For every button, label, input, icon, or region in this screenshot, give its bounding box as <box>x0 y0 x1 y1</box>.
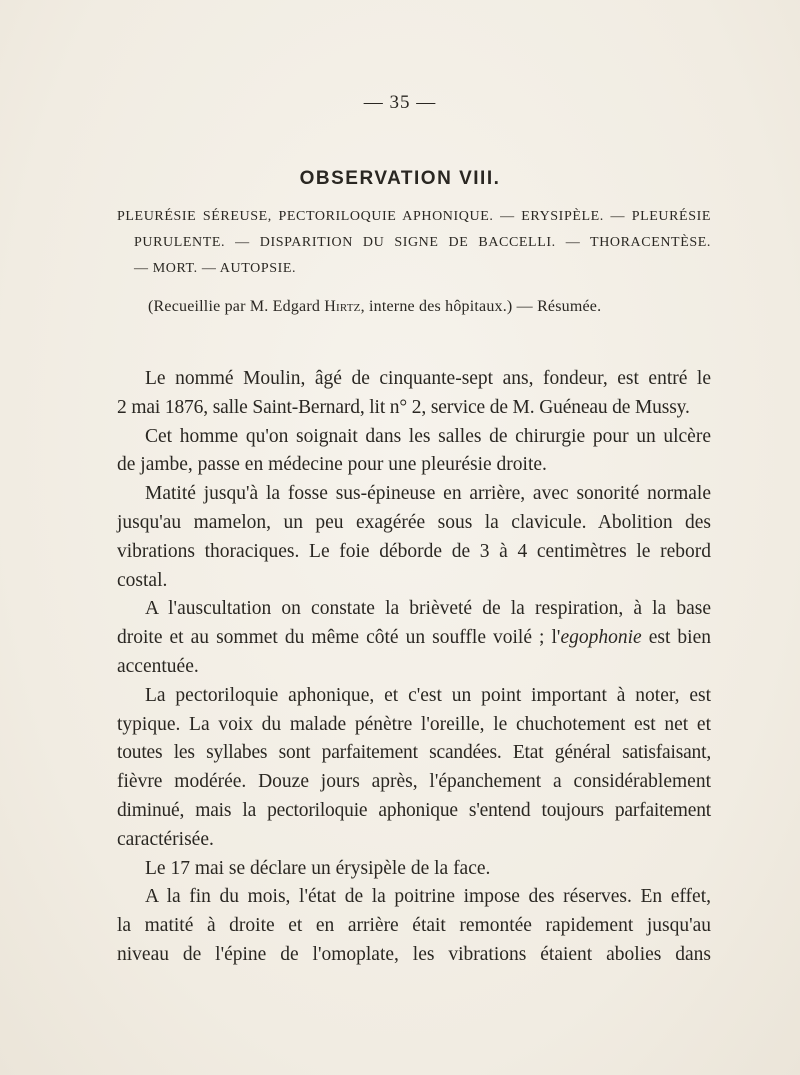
paragraph <box>117 682 711 855</box>
credit-prefix: (Recueillie par M. Edgard <box>148 298 325 315</box>
text-line: jusqu'au mamelon, un peu exagérée sous la clavicule. Abolition des <box>117 511 711 533</box>
text-line: Le 17 mai se déclare un érysipèle de la face. <box>145 857 491 879</box>
paragraph <box>117 883 711 969</box>
page-number: — 35 — <box>363 92 437 113</box>
text-line: costal. <box>117 569 168 591</box>
observation-summary <box>117 204 711 282</box>
observation-title: OBSERVATION VIII. <box>299 168 501 189</box>
text-line: toutes les syllabes sont parfaitement scandées. Etat général satisfaisant, <box>117 742 711 764</box>
paragraph <box>117 423 711 481</box>
paragraph <box>117 365 711 423</box>
credit-line <box>148 298 601 316</box>
body-text <box>117 365 711 970</box>
emphasis-term: egophonie <box>560 627 642 649</box>
text-line: Le nommé Moulin, âgé de cinquante-sept ans, fondeur, est entré le <box>145 368 711 389</box>
text-line: vibrations thoraciques. Le foie déborde de 3 à 4 centimètres le rebord <box>117 540 711 562</box>
text-line: caractérisée. <box>117 828 214 850</box>
text-line: La pectoriloquie aphonique, et c'est un point important à noter, est <box>145 684 711 706</box>
text-line: accentuée. <box>117 655 199 677</box>
text-line: la matité à droite et en arrière était remontée rapidement jusqu'au <box>117 915 711 937</box>
paragraph <box>117 855 711 884</box>
paragraph <box>117 595 711 681</box>
text-line: typique. La voix du malade pénètre l'oreille, le chuchotement est net et <box>117 713 711 735</box>
text-line: de jambe, passe en médecine pour une pleurésie droite. <box>117 454 547 476</box>
text-line: A la fin du mois, l'état de la poitrine impose des réserves. En effet, <box>145 886 711 908</box>
text-line: diminué, mais la pectoriloquie aphonique s'entend toujours parfaitement <box>117 799 711 821</box>
text-line: 2 mai 1876, salle Saint-Bernard, lit n° 2, service de M. Guéneau de Mussy. <box>117 396 690 418</box>
credit-suffix: , interne des hôpitaux.) — Résumée. <box>360 298 602 315</box>
text-fragment: est bien <box>641 627 712 649</box>
text-line: Cet homme qu'on soignait dans les salles de chirurgie pour un ulcère <box>145 425 711 447</box>
text-line: Matité jusqu'à la fosse sus-épineuse en arrière, avec sonorité normale <box>145 483 711 505</box>
text-line: niveau de l'épine de l'omoplate, les vibrations étaient abolies dans <box>117 943 711 965</box>
summary-line: — MORT. — AUTOPSIE. <box>134 261 297 276</box>
text-line: fièvre modérée. Douze jours après, l'épanchement a considérablement <box>117 771 711 793</box>
paragraph <box>117 480 711 595</box>
summary-line: PURULENTE. — DISPARITION DU SIGNE DE BACCELLI. — THORACENTÈSE. <box>134 235 711 250</box>
text-fragment: droite et au sommet du même côté un souffle voilé ; l' <box>117 627 561 649</box>
text-line: A l'auscultation on constate la brièveté de la respiration, à la base <box>145 598 711 620</box>
text-line <box>117 624 711 653</box>
summary-line: PLEURÉSIE SÉREUSE, PECTORILOQUIE APHONIQUE. — ERYSIPÈLE. — PLEURÉSIE <box>117 209 711 224</box>
credit-name: Hirtz <box>324 298 361 315</box>
